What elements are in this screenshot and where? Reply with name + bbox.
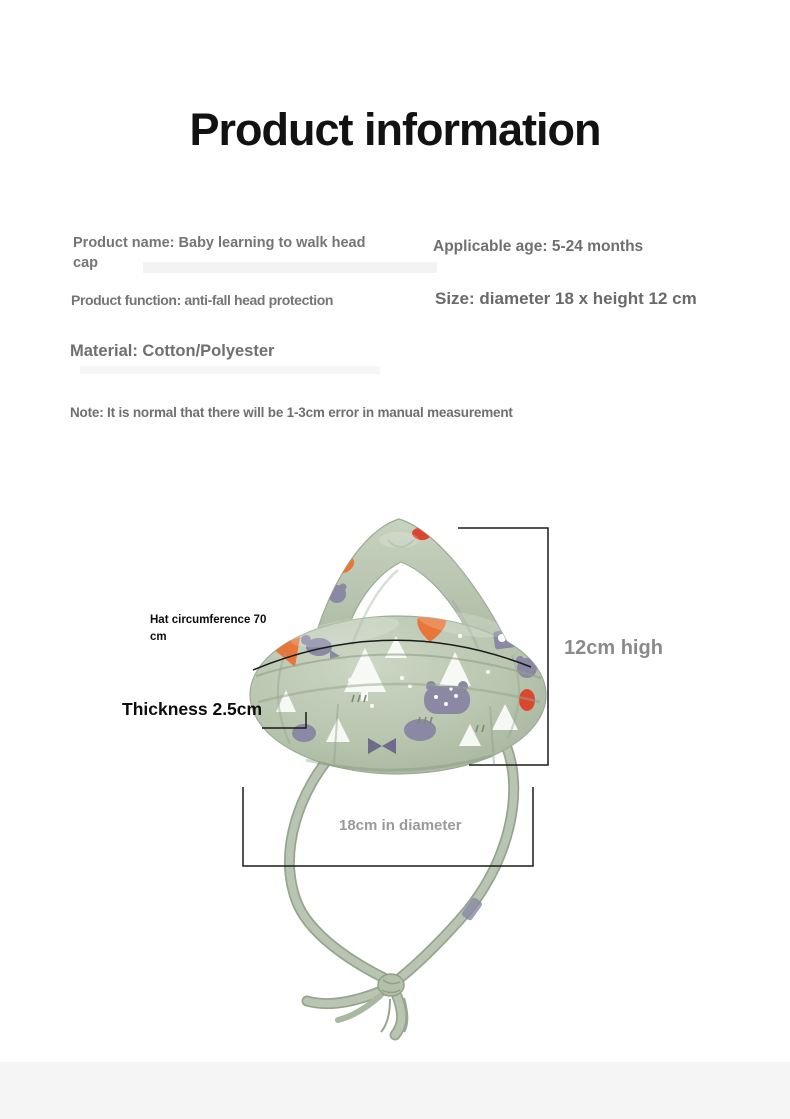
label-diameter: 18cm in diameter: [339, 817, 462, 834]
spec-material: Material: Cotton/Polyester: [70, 342, 275, 360]
label-thickness: Thickness 2.5cm: [122, 699, 263, 719]
page-title: Product information: [189, 104, 601, 156]
label-hat-circumference: Hat circumference 70 cm: [150, 614, 267, 644]
spec-product-function: Product function: anti-fall head protection: [71, 292, 334, 308]
spec-measurement-note: Note: It is normal that there will be 1-3cm error in manual measurement: [70, 405, 513, 420]
footer-band: [0, 1062, 790, 1119]
spec-product-name: Product name: Baby learning to walk head cap: [73, 235, 366, 271]
hat-body: [250, 519, 551, 774]
label-height: 12cm high: [564, 637, 663, 659]
chin-straps: [290, 748, 514, 1035]
spec-applicable-age: Applicable age: 5-24 months: [433, 238, 644, 255]
spec-size: Size: diameter 18 x height 12 cm: [435, 289, 697, 308]
